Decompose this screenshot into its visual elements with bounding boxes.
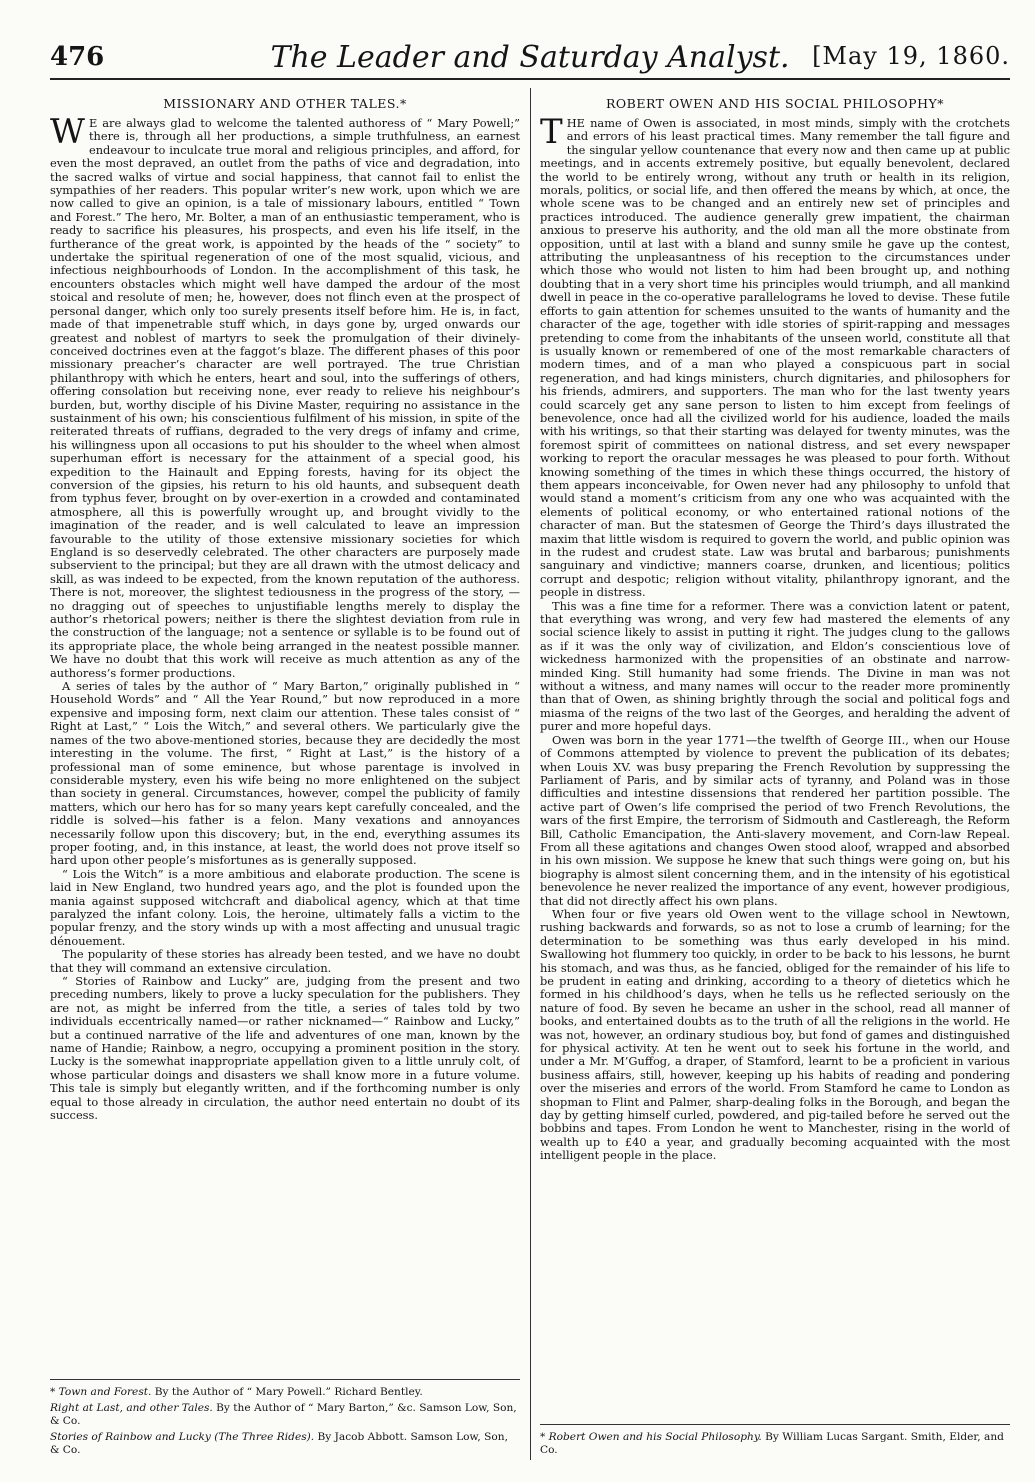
left-footnotes <box>50 1379 520 1460</box>
footnote: Stories of Rainbow and Lucky (The Three Rides). By Jacob Abbott. Samson Low, Son, & Co. <box>50 1431 508 1456</box>
newspaper-page <box>50 40 1010 1460</box>
right-article-body <box>540 90 1010 1415</box>
columns <box>50 90 1010 1460</box>
left-column <box>50 90 520 1460</box>
article-paragraph: Owen was born in the year 1771—the twelfth of George III., when our House of Commons attempted by violence to prevent the publication of its debates; when Louis XV. was busy preparing the French Revolution by suppressing the Parliament of Paris, and by similar acts of tyranny, and Poland was in those difficulties and intestine dissensions that rendered her partition possible. The active part of Owen’s life comprised the period of two French Revolutions, the wars of the first Empire, the terrorism of Sidmouth and Castlereagh, the Reform Bill, Catholic Emancipation, the Anti-slavery movement, and Corn-law Repeal. From all these agitations and changes Owen stood aloof, wrapped and absorbed in his own mission. We suppose he knew that such things were going on, but his biography is almost silent concerning them, and in the intensity of his egotistical benevolence he never realized the importance of any event, however prodigious, that did not directly affect his own plans. <box>540 732 1010 908</box>
left-article-heading: MISSIONARY AND OTHER TALES.* <box>163 96 407 111</box>
footnote: * Robert Owen and his Social Philosophy. By William Lucas Sargant. Smith, Elder, and Co. <box>540 1431 1004 1456</box>
right-column <box>540 90 1010 1460</box>
drop-cap: T <box>540 112 563 152</box>
article-paragraph: THE name of Owen is associated, in most minds, simply with the crotchets and errors of his least practical times. Many remember the tall figure and the singular yellow countenance that every now and then came up at public meetings, and in accents extremely positive, but equally benevolent, declared the world to be entirely wrong, without any truth or health in its religion, morals, politics, or social life, and then offered the means by which, at once, the whole scene was to be changed and an entirely new set of principles and practices introduced. The audience generally grew impatient, the chairman anxious to preserve his authority, and the old man all the more obstinate from opposition, until at last with a bland and sunny smile he gave up the contest, attributing the unpleasantness of his reception to the circumstances under which those who would not listen to him had been brought up, and nothing doubting that in a very short time his principles would triumph, and all mankind dwell in peace in the co-operative parallelograms he loved to devise. These futile efforts to gain attention for schemes unsuited to the wants of humanity and the character of the age, together with idle stories of spirit-rapping and messages pretending to come from the inhabitants of the unseen world, constitute all that is usually known or remembered of one of the most remarkable characters of modern times, and of a man who played a conspicuous part in social regeneration, and had kings ministers, church dignitaries, and philosophers for his friends, admirers, and supporters. The man who for the last twenty years could scarcely get any sane person to listen to him except from feelings of benevolence, once had all the civilized world for his audience, loaded the mails with his writings, so that their starting was delayed for twenty minutes, was the foremost spirit of committees on national distress, and set every newspaper working to report the oracular messages he was pleased to pour forth. Without knowing something of the times in which these things occurred, the history of them appears inconceivable, for Owen never had any philosophy to unfold that would stand a moment’s criticism from any one who was acquainted with the elements of political economy, or who entertained rational notions of the character of man. But the statesmen of George the Third’s days illustrated the maxim that little wisdom is required to govern the world, and public opinion was in the rudest and crudest state. Law was brutal and barbarous; punishments sanguinary and vindictive; manners coarse, drunken, and licentious; politics corrupt and despotic; religion without vitality, philanthropy ignorant, and the people in distress. <box>540 112 1010 600</box>
article-paragraph: “ Lois the Witch” is a more ambitious and elaborate production. The scene is laid in New England, two hundred years ago, and the plot is founded upon the mania against supposed witchcraft and diabolical agency, which at that time paralyzed the infant colony. Lois, the heroine, ultimately falls a victim to the popular frenzy, and the story winds up with a most affecting and unusual tragic dénouement. <box>50 866 520 948</box>
article-paragraph: This was a fine time for a reformer. There was a conviction latent or patent, that everything was wrong, and very few had mastered the elements of any social science likely to assist in putting it right. The judges clung to the gallows as if it was the only way of civilization, and Eldon’s conscientious love of wickedness harmonized with the propensities of an obstinate and narrow-minded King. Still humanity had some friends. The Divine in man was not without a witness, and many names will occur to the reader more prominently than that of Owen, as shining brightly through the social and political fogs and miasma of the reigns of the two last of the Georges, and heralding the advent of purer and more hopeful days. <box>540 598 1010 734</box>
article-paragraph: When four or five years old Owen went to the village school in Newtown, rushing backwards and forwards, so as not to lose a crumb of learning; for the determination to be something was thus early developed in his mind. Swallowing hot flummery too quickly, in order to be back to his lessons, he burnt his stomach, and was thus, as he fancied, obliged for the remainder of his life to be prudent in eating and drinking, according to a theory of dietetics which he formed in his childhood’s days, when he tells us he reflected seriously on the nature of food. By seven he became an usher in the school, read all manner of books, and entertained doubts as to the truth of all the religions in the world. He was not, however, an ordinary studious boy, but fond of games and distinguished for physical activity. At ten he went out to seek his fortune in the world, and under a Mr. M’Guffog, a draper, of Stamford, learnt to be a proficient in various business affairs, still, however, keeping up his habits of reading and pondering over the miseries and errors of the world. From Stamford he came to London as shopman to Flint and Palmer, sharp-dealing folks in the Borough, and began the day by getting himself curled, powdered, and pig-tailed before he served out the bobbins and tapes. From London he went to Manchester, rising in the world of wealth up to £40 a year, and gradually becoming acquainted with the most intelligent people in the place. <box>540 906 1010 1163</box>
footnote: Right at Last, and other Tales. By the Author of “ Mary Barton,” &c. Samson Low, Son, & Co. <box>50 1402 517 1427</box>
drop-cap: W <box>50 112 85 152</box>
article-paragraph: W E are always glad to welcome the talented authoress of “ Mary Powell;” there is, through all her productions, a simple truthfulness, an earnest endeavour to inculcate true moral and religious principles, and afford, for even the most depraved, an outlet from the paths of vice and degradation, into the sacred walks of virtue and social happiness, that cannot fail to enlist the sympathies of her readers. This popular writer’s new work, upon which we are now called to give an opinion, is a tale of missionary labours, entitled “ Town and Forest.” The hero, Mr. Bolter, a man of an enthusiastic temperament, who is ready to sacrifice his pleasures, his prospects, and even his life itself, in the furtherance of the great work, is appointed by the heads of the “ society” to undertake the spiritual regeneration of one of the most squalid, vicious, and infectious neighbourhoods of London. In the accomplishment of this task, he encounters obstacles which might well have damped the ardour of the most stoical and resolute of men; he, however, does not flinch even at the prospect of personal danger, which only too surely presents itself before him. He is, in fact, made of that impenetrable stuff which, in days gone by, urged onwards our greatest and noblest of martyrs to seek the promulgation of their divinely-conceived doctrines even at the faggot’s blaze. The different phases of this poor missionary preacher’s character are well portrayed. The true Christian philanthropy with which he enters, heart and soul, into the sufferings of others, offering consolation but receiving none, ever ready to relieve his neighbour’s burden, but, worthy disciple of his Divine Master, requiring no assistance in the sustainment of his own; his conscientious fulfilment of his mission, in spite of the reiterated threats of ruffians, degraded to the very dregs of infamy and crime, his willingness upon all occasions to put his shoulder to the wheel when almost superhuman effort is necessary for the attainment of a special good, his expedition to the Hainault and Epping forests, having for its object the conversion of the gipsies, his return to his old haunts, and subsequent death from typhus fever, brought on by over-exertion in a crowded and contaminated atmosphere, all this is powerfully wrought up, and brought vividly to the imagination of the reader, and is well calculated to leave an impression favourable to the utility of those extensive missionary societies for which England is so deservedly celebrated. The other characters are purposely made subservient to the principal; but they are all drawn with the utmost delicacy and skill, as was indeed to be expected, from the known reputation of the authoress. There is not, moreover, the slightest tediousness in the progress of the story, — no dragging out of speeches to unjustifiable lengths merely to display the author’s rhetorical powers; neither is there the slightest deviation from rule in the construction of the language; not a sentence or syllable is to be found out of its appropriate place, the whole being arranged in the neatest possible manner. We have no doubt that this work will receive as much attention as any of the authoress’s former productions. <box>50 112 520 680</box>
right-article-heading: ROBERT OWEN AND HIS SOCIAL PHILOSOPHY* <box>606 96 944 111</box>
article-paragraph: A series of tales by the author of “ Mary Barton,” originally published in “ Household Words” and “ All the Year Round,” but now reproduced in a more expensive and imposing form, next claim our attention. These tales consist of “ Right at Last,” “ Lois the Witch,” and several others. We particularly give the names of the two above-mentioned stories, because they are decidedly the most interesting in the volume. The first, “ Right at Last,” is the history of a professional man of some eminence, but whose parentage is involved in considerable mystery, even his wife being no more enlightened on the subject than society in general. Circumstances, however, compel the publicity of family matters, which our hero has for so many years kept carefully concealed, and the riddle is solved—his father is a felon. Many vexations and annoyances necessarily follow upon this discovery; but, in the end, everything assumes its proper footing, and, in this instance, at least, the world does not prove itself so hard upon other people’s misfortunes as is generally supposed. <box>50 679 520 868</box>
page-number: 476 <box>50 42 105 72</box>
journal-title: The Leader and Saturday Analyst. <box>270 40 790 75</box>
footnote: * Town and Forest. By the Author of “ Mary Powell.” Richard Bentley. <box>50 1386 423 1398</box>
article-paragraph: “ Stories of Rainbow and Lucky” are, judging from the present and two preceding numbers, likely to prove a lucky speculation for the publishers. They are not, as might be inferred from the title, a series of tales told by two individuals eccentrically named—or rather nicknamed—“ Rainbow and Lucky,” but a continued narrative of the life and adventures of one man, known by the name of Handie; Rainbow, a negro, occupying a prominent position in the story. Lucky is the somewhat inappropriate appellation given to a little unruly colt, of whose particular doings and disasters we shall know more in a future volume. This tale is simply but elegantly written, and if the forthcoming number is only equal to those already in circulation, the author need entertain no doubt of its success. <box>50 974 520 1123</box>
issue-date: [May 19, 1860. <box>812 42 1010 70</box>
left-article-body <box>50 90 520 1385</box>
article-paragraph: The popularity of these stories has already been tested, and we have no doubt that they will command an extensive circulation. <box>50 947 520 975</box>
right-footnotes <box>540 1424 1010 1460</box>
masthead <box>50 40 1010 80</box>
